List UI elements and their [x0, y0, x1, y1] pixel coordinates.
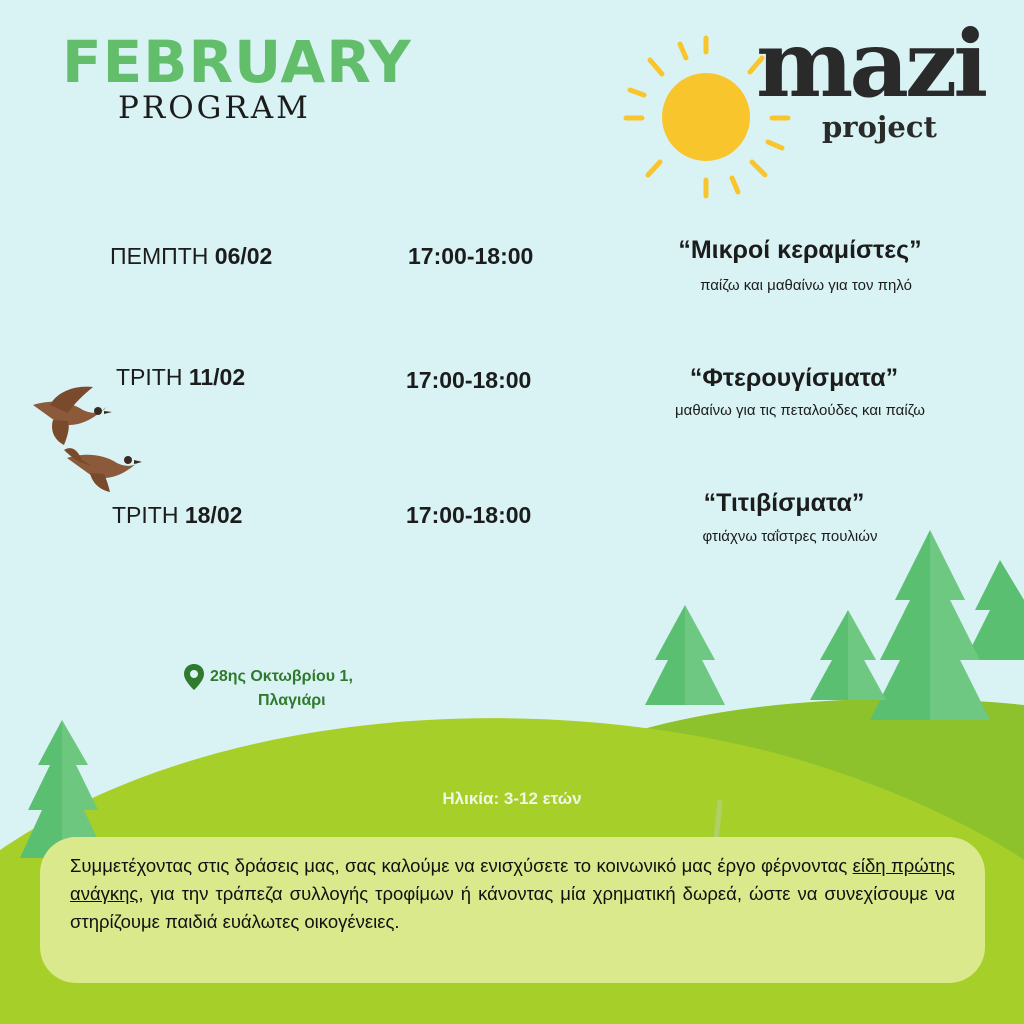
- schedule-time: 17:00-18:00: [406, 367, 532, 393]
- donation-notice: [40, 837, 985, 983]
- activity-subtitle: παίζω και μαθαίνω για τον πηλό: [700, 277, 912, 294]
- essentials-link: είδη πρώτης ανάγκης: [70, 855, 955, 904]
- day-name: ΤΡΙΤΗ: [112, 502, 179, 528]
- age-range: Ηλικία: 3-12 ετών: [442, 789, 582, 808]
- bird-icon: [33, 387, 112, 445]
- day-date: 11/02: [188, 364, 246, 390]
- activity-title: “Φτερουγίσματα”: [689, 364, 899, 392]
- program-subtitle: PROGRAM: [118, 90, 311, 126]
- activity-subtitle: φτιάχνω ταΐστρες πουλιών: [702, 528, 878, 545]
- address-line2: Πλαγιάρι: [258, 692, 326, 709]
- location-pin-icon: [184, 664, 204, 690]
- schedule-time: 17:00-18:00: [406, 502, 532, 528]
- notice-text: Συμμετέχοντας στις δράσεις μας, σας καλούμε να ενισχύσετε το κοινωνικό μας έργο φέρνοντας: [70, 855, 853, 876]
- activity-title: “Μικροί κεραμίστες”: [678, 236, 922, 264]
- bird-icon: [64, 448, 142, 492]
- month-title: FEBRUARY: [62, 28, 412, 96]
- day-name: ΠΕΜΠΤΗ: [110, 243, 209, 269]
- address-line1: 28ης Οκτωβρίου 1,: [210, 668, 353, 685]
- schedule-day: [116, 364, 245, 391]
- schedule-day: [110, 243, 272, 270]
- notice-text: , για την τράπεζα συλλογής τροφίμων ή κάνοντας μία χρηματική δωρεά, ώστε να συνεχίσουμε να στηρίζουμε παιδιά ευάλωτες οικογένειες.: [70, 883, 955, 932]
- activity-title: “Τιτιβίσματα”: [703, 489, 865, 517]
- brand-logo: mazi: [756, 10, 985, 118]
- schedule-day: [112, 502, 242, 529]
- brand-subtitle: project: [822, 110, 937, 144]
- day-date: 18/02: [184, 502, 243, 528]
- schedule-time: 17:00-18:00: [408, 243, 534, 269]
- day-date: 06/02: [214, 243, 273, 269]
- day-name: ΤΡΙΤΗ: [116, 364, 183, 390]
- activity-subtitle: μαθαίνω για τις πεταλούδες και παίζω: [675, 402, 925, 419]
